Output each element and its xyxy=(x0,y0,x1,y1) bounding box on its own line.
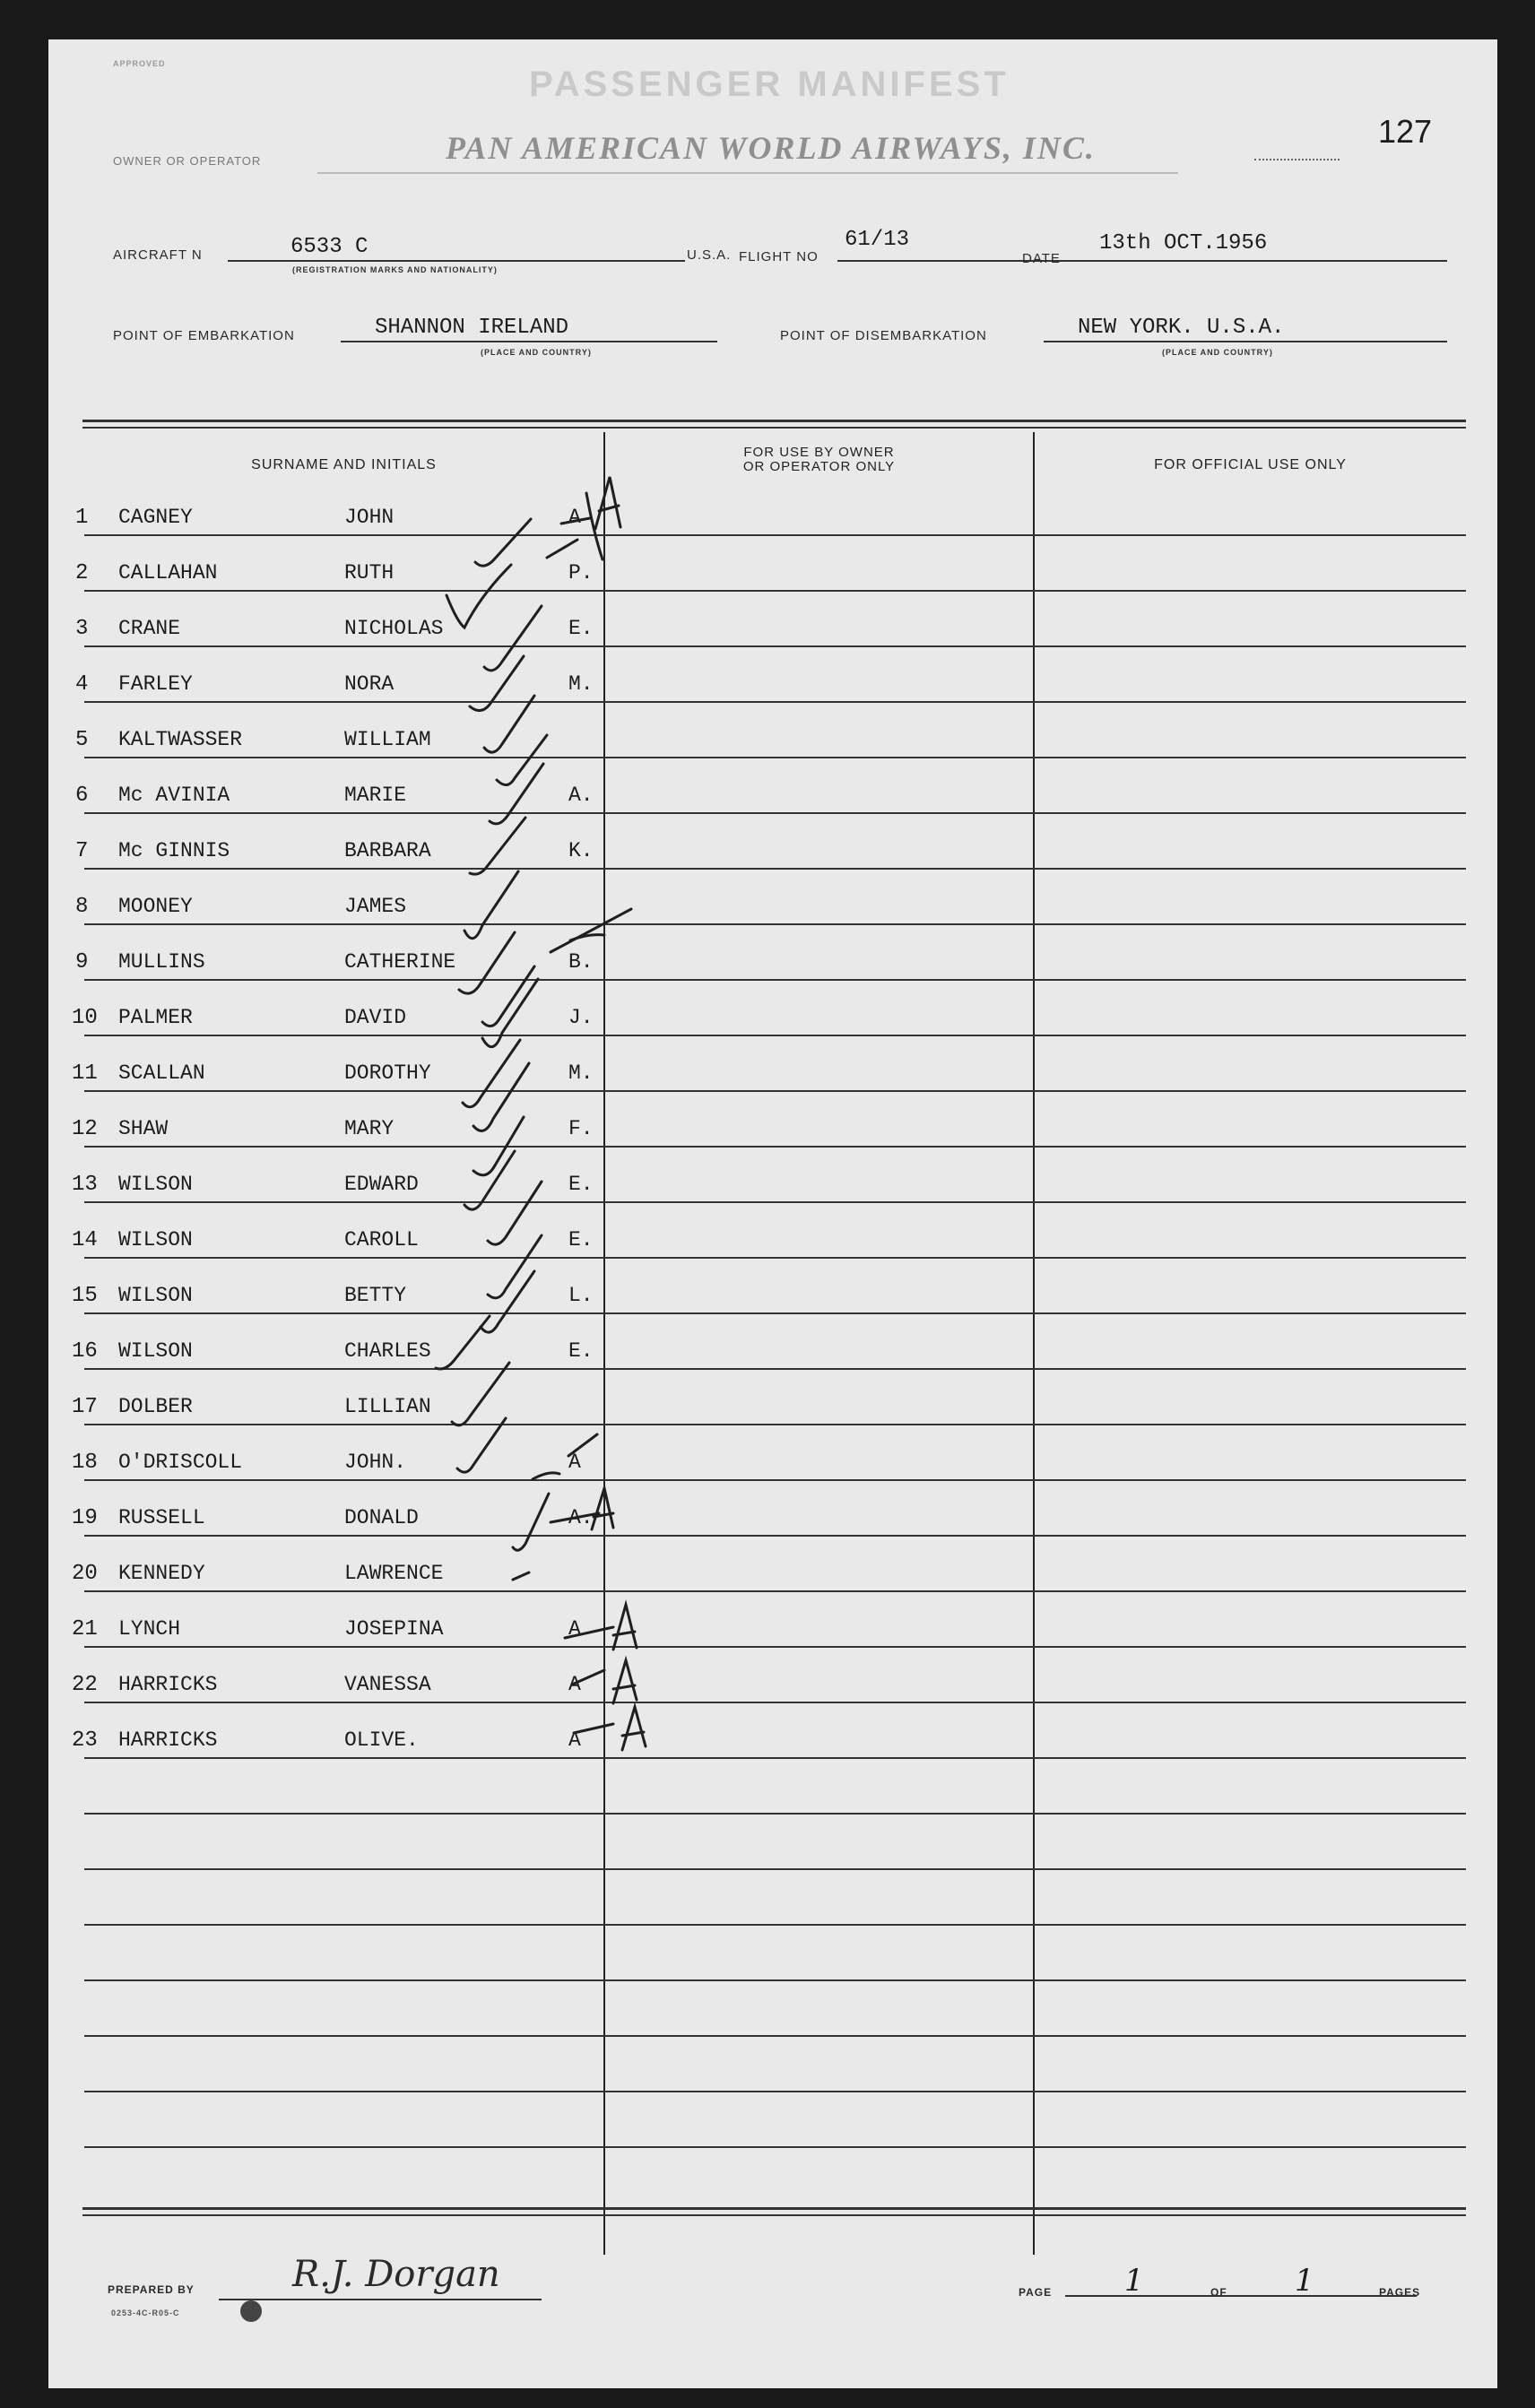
passenger-surname: Mc AVINIA xyxy=(118,784,230,807)
passenger-number: 8 xyxy=(75,895,89,919)
passenger-surname: Mc GINNIS xyxy=(118,839,230,862)
passenger-surname: CRANE xyxy=(118,617,181,640)
passenger-number: 2 xyxy=(75,561,89,585)
aircraft-underline xyxy=(228,260,685,262)
surname-column-header: SURNAME AND INITIALS xyxy=(251,457,437,472)
passenger-row xyxy=(48,1395,604,1451)
passenger-initial-mark: A. xyxy=(568,784,594,807)
passenger-number: 3 xyxy=(75,617,89,641)
row-rule xyxy=(84,590,1466,592)
passenger-number: 6 xyxy=(75,784,89,808)
row-rule xyxy=(84,1368,1466,1370)
passenger-number: 14 xyxy=(72,1228,98,1252)
passenger-given-name: MARIE xyxy=(344,784,407,807)
approved-stamp: APPROVED xyxy=(113,59,166,68)
passenger-initial-mark: A xyxy=(568,506,581,529)
row-rule xyxy=(84,2146,1466,2148)
passenger-row xyxy=(48,1562,604,1617)
passenger-initial-mark: L. xyxy=(568,1284,594,1307)
passenger-surname: SHAW xyxy=(118,1117,169,1140)
passenger-number: 22 xyxy=(72,1673,98,1697)
row-rule xyxy=(84,1757,1466,1759)
passenger-row xyxy=(48,1617,604,1673)
passenger-initial-mark: A xyxy=(568,1617,581,1641)
manifest-page xyxy=(48,39,1497,2388)
row-rule xyxy=(84,1146,1466,1148)
passenger-given-name: MARY xyxy=(344,1117,395,1140)
row-rule xyxy=(84,1590,1466,1592)
usa-label: U.S.A. xyxy=(687,247,732,263)
passenger-surname: WILSON xyxy=(118,1284,193,1307)
passenger-initial-mark: A xyxy=(568,1728,581,1752)
pages-label: PAGES xyxy=(1379,2286,1421,2299)
passenger-given-name: RUTH xyxy=(344,561,395,585)
passenger-initial-mark: E. xyxy=(568,617,594,640)
passenger-given-name: NORA xyxy=(344,672,395,696)
row-rule xyxy=(84,1424,1466,1425)
passenger-initial-mark: K. xyxy=(568,839,594,862)
passenger-number: 7 xyxy=(75,839,89,863)
row-rule xyxy=(84,1257,1466,1259)
passenger-surname: SCALLAN xyxy=(118,1061,205,1085)
passenger-given-name: OLIVE. xyxy=(344,1728,419,1752)
passenger-initial-mark: B. xyxy=(568,950,594,974)
row-rule xyxy=(84,1646,1466,1648)
signature-underline xyxy=(219,2299,542,2300)
passenger-given-name: BETTY xyxy=(344,1284,407,1307)
passenger-given-name: CAROLL xyxy=(344,1228,419,1252)
passenger-surname: DOLBER xyxy=(118,1395,193,1418)
passenger-given-name: JOSEPINA xyxy=(344,1617,444,1641)
page-number-dashes xyxy=(1254,159,1340,160)
passenger-initial-mark: J. xyxy=(568,1006,594,1029)
passenger-number: 5 xyxy=(75,728,89,752)
row-rule xyxy=(84,1535,1466,1537)
passenger-row xyxy=(48,1284,604,1339)
form-code: 0253-4C-R05-C xyxy=(111,2308,180,2317)
passenger-initial-mark: M. xyxy=(568,1061,594,1085)
page-label: PAGE xyxy=(1019,2286,1053,2299)
aircraft-value: 6533 C xyxy=(291,235,369,259)
row-rule xyxy=(84,701,1466,703)
passenger-surname: WILSON xyxy=(118,1339,193,1363)
passenger-number: 21 xyxy=(72,1617,98,1641)
row-rule xyxy=(84,1479,1466,1481)
embarkation-label: POINT OF EMBARKATION xyxy=(113,328,295,343)
passenger-surname: HARRICKS xyxy=(118,1673,218,1696)
aircraft-label: AIRCRAFT N xyxy=(113,247,203,263)
passenger-initial-mark: P. xyxy=(568,561,594,585)
of-label: OF xyxy=(1210,2286,1227,2299)
table-top-rule xyxy=(82,420,1466,422)
row-rule xyxy=(84,868,1466,870)
embarkation-sub: (PLACE AND COUNTRY) xyxy=(481,348,592,357)
passenger-given-name: VANESSA xyxy=(344,1673,431,1696)
owner-use-header-line1: FOR USE BY OWNER xyxy=(743,445,895,460)
date-value: 13th OCT.1956 xyxy=(1099,231,1268,256)
passenger-row xyxy=(48,1173,604,1228)
passenger-initial-mark: M. xyxy=(568,672,594,696)
passenger-row xyxy=(48,1006,604,1061)
passenger-number: 9 xyxy=(75,950,89,974)
passenger-surname: MOONEY xyxy=(118,895,193,918)
row-rule xyxy=(84,1702,1466,1703)
passenger-row xyxy=(48,950,604,1006)
passenger-row xyxy=(48,895,604,950)
passenger-row xyxy=(48,1506,604,1562)
owner-name: PAN AMERICAN WORLD AIRWAYS, INC. xyxy=(446,130,1096,166)
row-rule xyxy=(84,1312,1466,1314)
passenger-row xyxy=(48,784,604,839)
row-rule xyxy=(84,1035,1466,1036)
passenger-row xyxy=(48,1728,604,1784)
passenger-initial-mark: E. xyxy=(568,1339,594,1363)
passenger-row xyxy=(48,617,604,672)
passenger-number: 17 xyxy=(72,1395,98,1419)
flight-value: 61/13 xyxy=(845,228,910,252)
row-rule xyxy=(84,1868,1466,1870)
passenger-initial-mark: A. xyxy=(568,1506,594,1529)
row-rule xyxy=(84,1090,1466,1092)
passenger-number: 19 xyxy=(72,1506,98,1530)
passenger-number: 4 xyxy=(75,672,89,697)
passenger-surname: WILSON xyxy=(118,1228,193,1252)
passenger-number: 23 xyxy=(72,1728,98,1753)
passenger-surname: FARLEY xyxy=(118,672,193,696)
row-rule xyxy=(84,645,1466,647)
passenger-surname: CAGNEY xyxy=(118,506,193,529)
row-rule xyxy=(84,812,1466,814)
passenger-row xyxy=(48,1673,604,1728)
passenger-row xyxy=(48,1228,604,1284)
row-rule xyxy=(84,2035,1466,2037)
date-underline xyxy=(1062,260,1447,262)
row-rule xyxy=(84,2091,1466,2092)
passenger-given-name: JOHN. xyxy=(344,1451,407,1474)
passenger-given-name: EDWARD xyxy=(344,1173,419,1196)
table-top-rule-2 xyxy=(82,427,1466,429)
owner-use-header-line2: OR OPERATOR ONLY xyxy=(742,459,896,474)
embarkation-underline xyxy=(341,341,717,342)
table-bottom-rule-2 xyxy=(82,2214,1466,2216)
row-rule xyxy=(84,534,1466,536)
passenger-initial-mark: E. xyxy=(568,1173,594,1196)
row-rule xyxy=(84,1979,1466,1981)
row-rule xyxy=(84,757,1466,758)
passenger-given-name: BARBARA xyxy=(344,839,431,862)
owner-label: OWNER OR OPERATOR xyxy=(113,154,262,168)
disembarkation-sub: (PLACE AND COUNTRY) xyxy=(1162,348,1273,357)
passenger-initial-mark: A xyxy=(568,1451,581,1474)
passenger-given-name: CHARLES xyxy=(344,1339,431,1363)
passenger-given-name: LILLIAN xyxy=(344,1395,431,1418)
passenger-number: 11 xyxy=(72,1061,98,1086)
row-rule xyxy=(84,1201,1466,1203)
official-use-header: FOR OFFICIAL USE ONLY xyxy=(1154,457,1347,472)
passenger-surname: RUSSELL xyxy=(118,1506,205,1529)
passenger-surname: MULLINS xyxy=(118,950,205,974)
passenger-given-name: NICHOLAS xyxy=(344,617,444,640)
page-number: 127 xyxy=(1378,113,1433,150)
flight-label: FLIGHT NO xyxy=(739,249,819,264)
passenger-given-name: JAMES xyxy=(344,895,407,918)
column-divider-2 xyxy=(1033,432,1035,2255)
passenger-surname: O'DRISCOLL xyxy=(118,1451,243,1474)
passenger-row xyxy=(48,506,604,561)
passenger-surname: LYNCH xyxy=(118,1617,181,1641)
passenger-row xyxy=(48,561,604,617)
passenger-row xyxy=(48,1117,604,1173)
passenger-given-name: DONALD xyxy=(344,1506,419,1529)
row-rule xyxy=(84,1924,1466,1926)
passenger-row xyxy=(48,728,604,784)
passenger-surname: KENNEDY xyxy=(118,1562,205,1585)
embarkation-value: SHANNON IRELAND xyxy=(375,316,569,340)
owner-underline xyxy=(317,172,1178,174)
passenger-number: 16 xyxy=(72,1339,98,1364)
passenger-given-name: DOROTHY xyxy=(344,1061,431,1085)
signature: R.J. Dorgan xyxy=(292,2254,500,2295)
passenger-row xyxy=(48,1339,604,1395)
passenger-number: 12 xyxy=(72,1117,98,1141)
prepared-by-label: PREPARED BY xyxy=(108,2283,195,2296)
union-bug-icon xyxy=(240,2300,262,2322)
passenger-initial-mark: E. xyxy=(568,1228,594,1252)
row-rule xyxy=(84,923,1466,925)
passenger-given-name: DAVID xyxy=(344,1006,407,1029)
passenger-row xyxy=(48,1451,604,1506)
passenger-initial-mark: A xyxy=(568,1673,581,1696)
row-rule xyxy=(84,1813,1466,1815)
passenger-given-name: LAWRENCE xyxy=(344,1562,444,1585)
passenger-row xyxy=(48,839,604,895)
passenger-number: 13 xyxy=(72,1173,98,1197)
passenger-number: 20 xyxy=(72,1562,98,1586)
table-bottom-rule xyxy=(82,2207,1466,2210)
passenger-number: 15 xyxy=(72,1284,98,1308)
passenger-surname: CALLAHAN xyxy=(118,561,218,585)
passenger-given-name: WILLIAM xyxy=(344,728,431,751)
passenger-surname: PALMER xyxy=(118,1006,193,1029)
passenger-number: 10 xyxy=(72,1006,98,1030)
passenger-surname: WILSON xyxy=(118,1173,193,1196)
passenger-given-name: CATHERINE xyxy=(344,950,456,974)
aircraft-sub: (REGISTRATION MARKS AND NATIONALITY) xyxy=(292,265,498,274)
form-title: PASSENGER MANIFEST xyxy=(529,65,1010,104)
passenger-initial-mark: F. xyxy=(568,1117,594,1140)
passenger-row xyxy=(48,1061,604,1117)
disembarkation-value: NEW YORK. U.S.A. xyxy=(1078,316,1285,340)
passenger-given-name: JOHN xyxy=(344,506,395,529)
row-rule xyxy=(84,979,1466,981)
passenger-number: 18 xyxy=(72,1451,98,1475)
disembarkation-underline xyxy=(1044,341,1447,342)
date-label: DATE xyxy=(1022,251,1061,266)
passenger-surname: HARRICKS xyxy=(118,1728,218,1752)
passenger-surname: KALTWASSER xyxy=(118,728,243,751)
of-value: 1 xyxy=(1295,2263,1314,2299)
page-value: 1 xyxy=(1124,2263,1144,2299)
passenger-number: 1 xyxy=(75,506,89,530)
passenger-row xyxy=(48,672,604,728)
disembarkation-label: POINT OF DISEMBARKATION xyxy=(780,328,987,343)
